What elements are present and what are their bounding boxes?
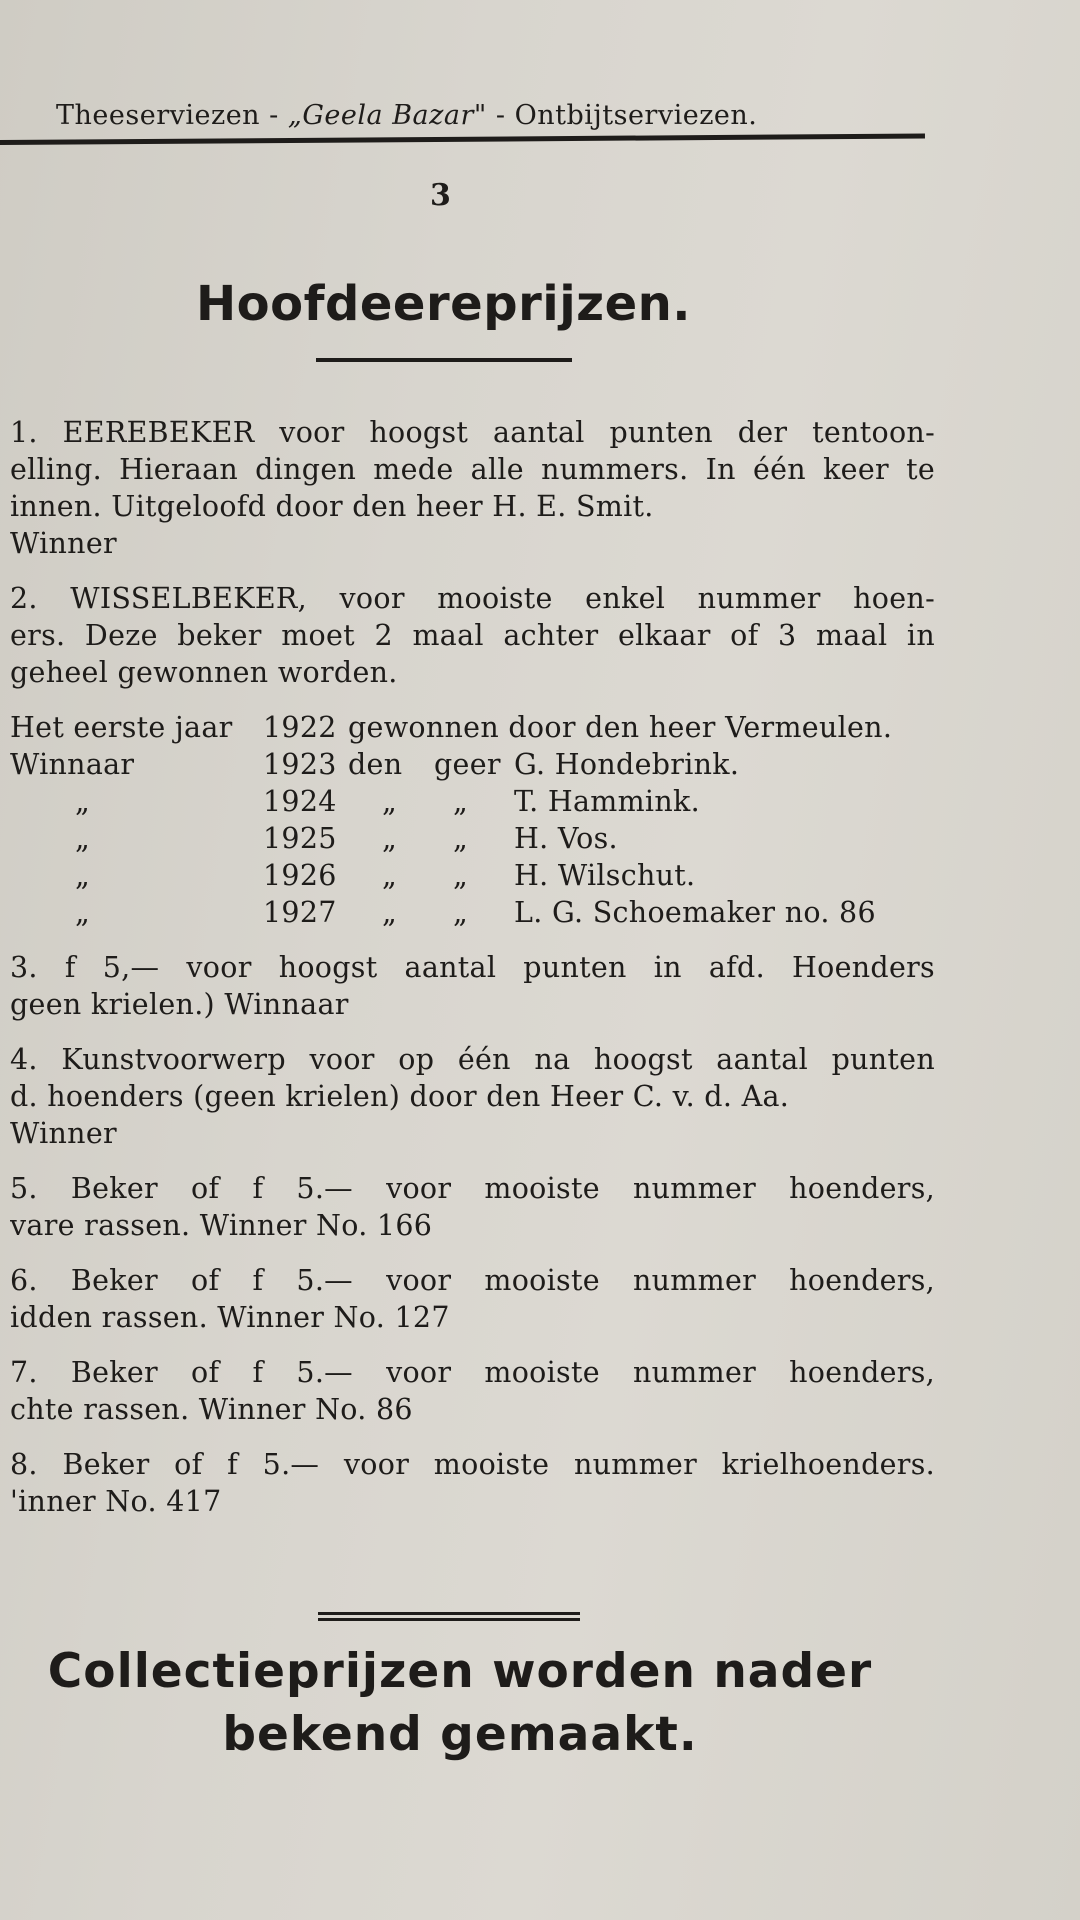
- prize-item-7: [10, 1354, 935, 1428]
- winners-name: H. Vos.: [514, 822, 618, 855]
- ditto-mark: „: [75, 859, 91, 892]
- title-rule: [316, 358, 572, 362]
- prize-item-3: [10, 949, 935, 1023]
- section-divider: [318, 1612, 580, 1621]
- footer-notice: [0, 1640, 920, 1766]
- winners-name: T. Hammink.: [514, 785, 700, 818]
- prize-8-line-2: 'inner No. 417: [10, 1485, 222, 1518]
- ditto-mark: „: [382, 859, 398, 892]
- prize-4-line-2: d. hoenders (geen krielen) door den Heer C. v. d. Aa.: [10, 1080, 790, 1113]
- prize-item-2: [10, 580, 935, 691]
- winners-year: 1927: [263, 896, 337, 929]
- winners-row-1922: [10, 709, 935, 746]
- prize-6-line-2: idden rassen. Winner No. 127: [10, 1301, 450, 1334]
- prize-4-line-1: 4. Kunstvoorwerp voor op één na hoogst aantal punten: [10, 1043, 935, 1076]
- header-middle: „Geela Bazar": [287, 100, 487, 131]
- prize-item-6: [10, 1262, 935, 1336]
- header-rule: [0, 134, 925, 145]
- prize-6-line-1: 6. Beker of f 5.— voor mooiste nummer hoenders,: [10, 1264, 935, 1297]
- footer-line-1: Collectieprijzen worden nader: [47, 1644, 873, 1699]
- prize-4-line-3: Winner: [10, 1117, 117, 1150]
- footer-line-2: bekend gemaakt.: [222, 1707, 698, 1762]
- prize-item-8: [10, 1446, 935, 1520]
- ditto-mark: „: [453, 822, 469, 855]
- prize-5-line-1: 5. Beker of f 5.— voor mooiste nummer hoenders,: [10, 1172, 935, 1205]
- page-number: 3: [430, 178, 451, 213]
- prize-5-line-2: vare rassen. Winner No. 166: [10, 1209, 433, 1242]
- prize-1-line-2: elling. Hieraan dingen mede alle nummers. In één keer te: [10, 453, 935, 486]
- prize-7-line-1: 7. Beker of f 5.— voor mooiste nummer hoenders,: [10, 1356, 935, 1389]
- winners-year: 1925: [263, 822, 337, 855]
- winners-first-label: Het eerste jaar: [10, 711, 233, 744]
- prize-item-5: [10, 1170, 935, 1244]
- ditto-mark: „: [75, 896, 91, 929]
- prize-3-line-1: 3. f 5,— voor hoogst aantal punten in afd. Hoenders: [10, 951, 935, 984]
- prize-2-line-1: 2. WISSELBEKER, voor mooiste enkel nummer hoen-: [10, 582, 935, 615]
- prize-item-1: [10, 414, 935, 562]
- ditto-mark: „: [382, 822, 398, 855]
- prize-1-line-3: innen. Uitgeloofd door den heer H. E. Smit.: [10, 490, 654, 523]
- prize-1-line-1: 1. EEREBEKER voor hoogst aantal punten der tentoon-: [10, 416, 935, 449]
- ditto-mark: „: [75, 822, 91, 855]
- winners-year: 1922: [263, 711, 337, 744]
- ditto-mark: „: [453, 859, 469, 892]
- winners-table: [10, 709, 935, 931]
- winners-year: 1924: [263, 785, 337, 818]
- prize-1-line-4: Winner: [10, 527, 117, 560]
- winners-name: L. G. Schoemaker no. 86: [514, 896, 876, 929]
- prize-3-line-2: geen krielen.) Winnaar: [10, 988, 349, 1021]
- prize-item-4: [10, 1041, 935, 1152]
- prize-2-line-2: ers. Deze beker moet 2 maal achter elkaar of 3 maal in: [10, 619, 935, 652]
- running-header: [56, 100, 757, 131]
- ditto-mark: „: [382, 785, 398, 818]
- prize-7-line-2: chte rassen. Winner No. 86: [10, 1393, 413, 1426]
- winners-year: 1926: [263, 859, 337, 892]
- ditto-mark: „: [382, 896, 398, 929]
- header-right: - Ontbijtserviezen.: [486, 100, 758, 131]
- header-left: Theeserviezen -: [56, 100, 288, 131]
- winners-year: 1923: [263, 748, 337, 781]
- page-title: Hoofdeereprijzen.: [196, 276, 692, 332]
- winners-den: den: [348, 748, 403, 781]
- winners-label: Winnaar: [10, 748, 135, 781]
- prize-list: [10, 414, 935, 1520]
- winners-first-text: gewonnen door den heer Vermeulen.: [348, 711, 893, 744]
- prize-2-line-3: geheel gewonnen worden.: [10, 656, 398, 689]
- prize-8-line-1: 8. Beker of f 5.— voor mooiste nummer krielhoenders.: [10, 1448, 935, 1481]
- ditto-mark: „: [453, 785, 469, 818]
- ditto-mark: „: [453, 896, 469, 929]
- winners-name: G. Hondebrink.: [514, 748, 740, 781]
- winners-name: H. Wilschut.: [514, 859, 696, 892]
- winners-geer: geer: [434, 748, 501, 781]
- ditto-mark: „: [75, 785, 91, 818]
